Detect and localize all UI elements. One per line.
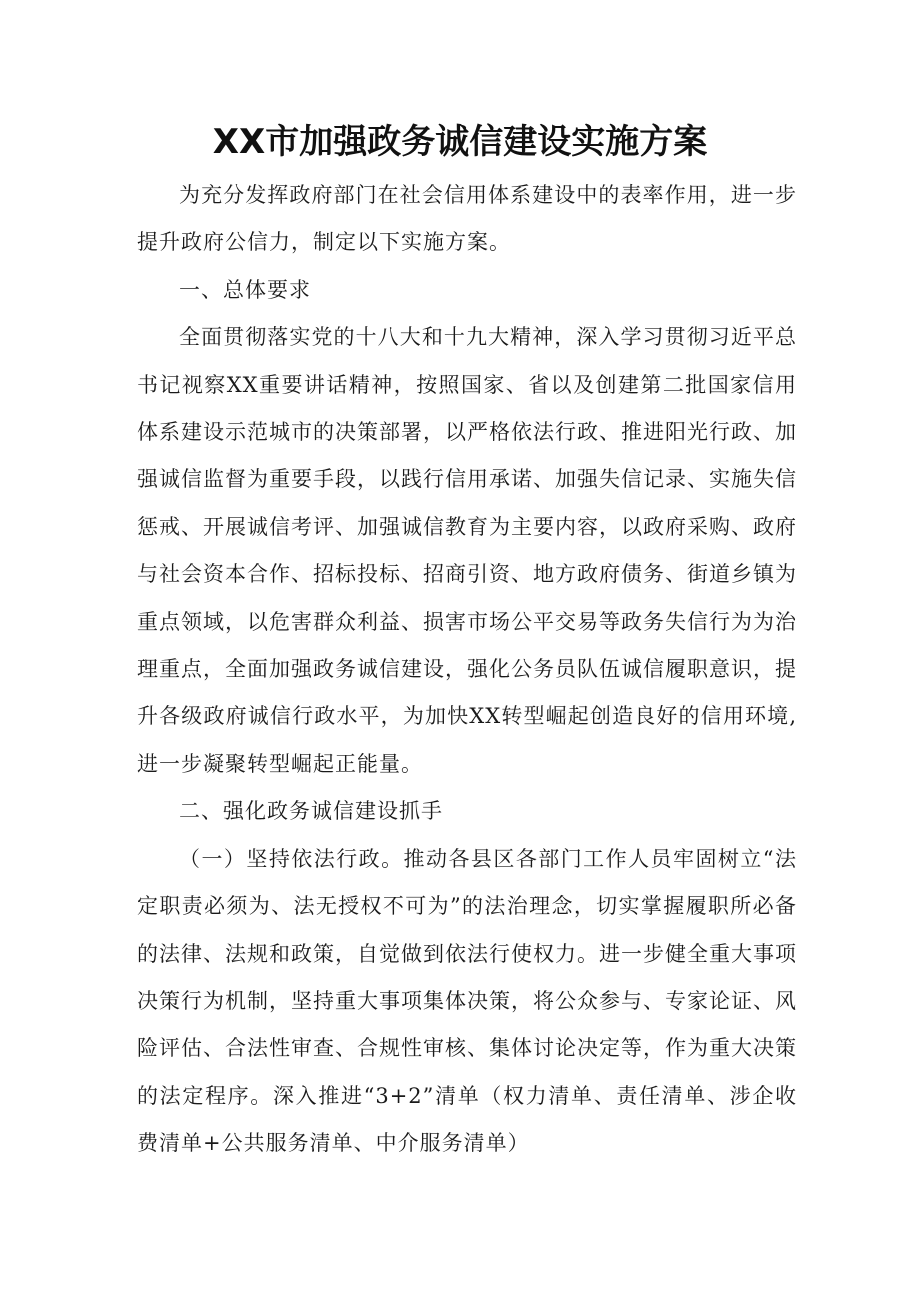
- section-1-paragraph: 全面贯彻落实党的十八大和十九大精神，深入学习贯彻习近平总书记视察XX重要讲话精神，按照国家、省以及创建第二批国家信用体系建设示范城市的决策部署，以严格依法行政、推进阳光行政、加强诚信监督为重要手段，以践行信用承诺、加强失信记录、实施失信惩戒、开展诚信考评、加强诚信教育为主要内容，以政府采购、政府与社会资本合作、招标投标、招商引资、地方政府债务、街道乡镇为重点领域，以危害群众利益、损害市场公平交易等政务失信行为为治理重点，全面加强政务诚信建设，强化公务员队伍诚信履职意识，提升各级政府诚信行政水平，为加快XX转型崛起创造良好的信用环境,进一步凝聚转型崛起正能量。: [137, 325, 797, 776]
- section-heading-1: 一、总体要求: [179, 277, 311, 302]
- document-body: [137, 172, 797, 1168]
- section-heading-2: 二、强化政务诚信建设抓手: [179, 799, 443, 824]
- section-2-paragraph-1: （一）坚持依法行政。推动各县区各部门工作人员牢固树立“法定职责必须为、法无授权不可为”的法治理念，切实掌握履职所必备的法律、法规和政策，自觉做到依法行使权力。进一步健全重大事项决策行为机制，坚持重大事项集体决策，将公众参与、专家论证、风险评估、合法性审查、合规性审核、集体讨论决定等，作为重大决策的法定程序。深入推进“3+2”清单（权力清单、责任清单、涉企收费清单+公共服务清单、中介服务清单）: [137, 846, 797, 1156]
- intro-paragraph: 为充分发挥政府部门在社会信用体系建设中的表率作用，进一步提升政府公信力，制定以下实施方案。: [137, 183, 797, 255]
- document-title: XX市加强政务诚信建设实施方案: [212, 122, 708, 162]
